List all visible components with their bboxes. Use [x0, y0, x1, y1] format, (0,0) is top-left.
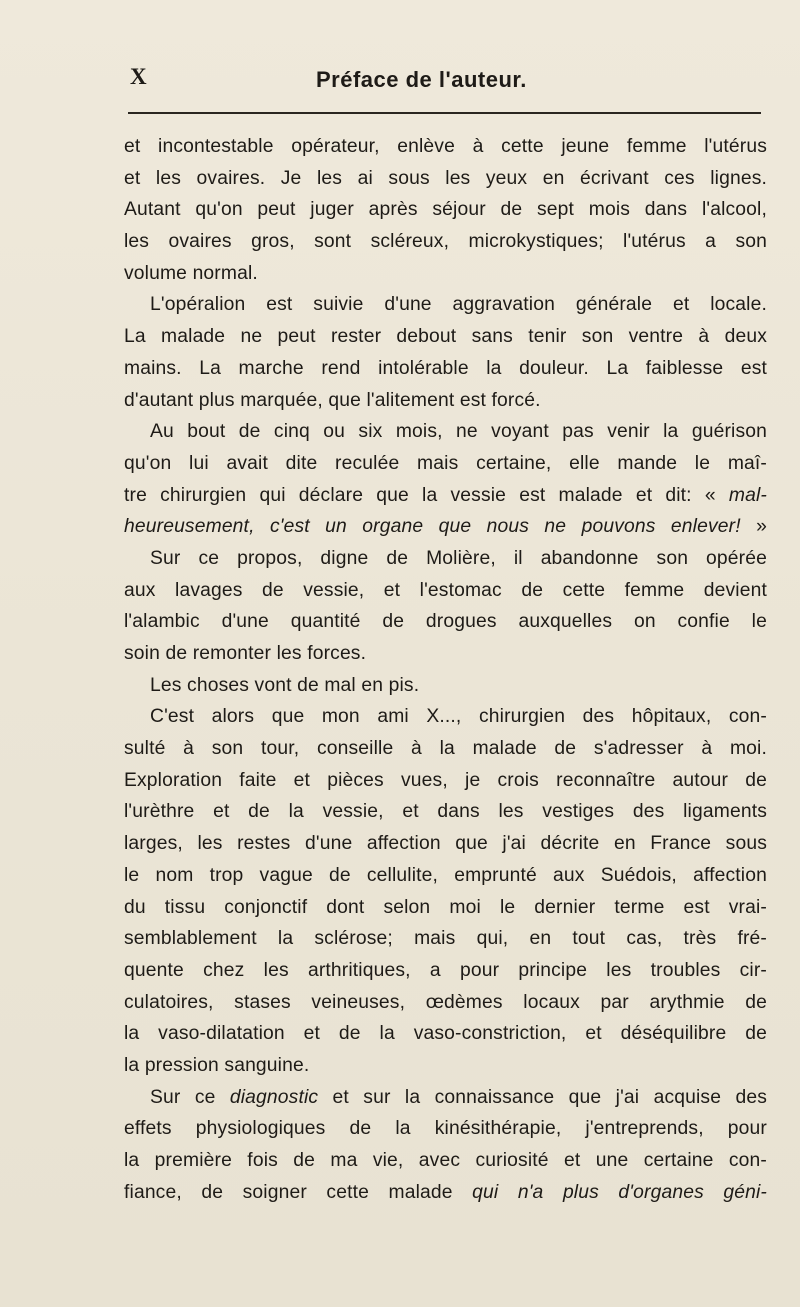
text-line: le nom trop vague de cellulite, emprunté aux Suédois, affection [124, 864, 767, 886]
italic-segment: mal- [728, 484, 767, 506]
text-line: les ovaires gros, sont scléreux, microkystiques; l'utérus a son [124, 231, 767, 253]
text-segment: tre chirurgien qui déclare que la vessie est malade et dit: « [124, 484, 729, 506]
text-line [124, 1177, 767, 1209]
text-segment: » [740, 516, 767, 538]
text-line: Au bout de cinq ou six mois, ne voyant pas venir la guérison [150, 421, 767, 443]
text-line: volume normal. [124, 262, 258, 284]
text-line: qu'on lui avait dite reculée mais certaine, elle mande le maî- [124, 452, 767, 474]
text-line: Exploration faite et pièces vues, je crois reconnaître autour de [124, 769, 767, 791]
italic-segment: heureusement, c'est un organe que nous ne pouvons enlever! [124, 516, 741, 538]
text-line: Autant qu'on peut juger après séjour de sept mois dans l'alcool, [124, 199, 767, 221]
text-line: mains. La marche rend intolérable la douleur. La faiblesse est [124, 357, 767, 379]
text-line: aux lavages de vessie, et l'estomac de cette femme devient [124, 579, 767, 601]
text-line: sulté à son tour, conseille à la malade de s'adresser à moi. [124, 738, 767, 760]
running-title: Préface de l'auteur. [316, 67, 527, 92]
text-line: soin de remonter les forces. [124, 643, 367, 664]
text-line: la première fois de ma vie, avec curiosité et une certaine con- [124, 1150, 767, 1171]
text-line: effets physiologiques de la kinésithérapie, j'entreprends, pour [124, 1118, 767, 1140]
text-line: larges, les restes d'une affection que j'ai décrite en France sous [124, 833, 767, 855]
text-line [124, 511, 767, 543]
text-line: la pression sanguine. [124, 1054, 310, 1076]
text-line: L'opéralion est suivie d'une aggravation générale et locale. [150, 294, 767, 316]
text-line: quente chez les arthritiques, a pour principe les troubles cir- [124, 959, 767, 981]
text-line: La malade ne peut rester debout sans tenir son ventre à deux [124, 326, 767, 348]
text-line: d'autant plus marquée, que l'alitement est forcé. [124, 389, 541, 411]
text-line [124, 1082, 767, 1114]
text-line: Les choses vont de mal en pis. [150, 674, 420, 696]
text-line: la vaso-dilatation et de la vaso-constriction, et déséquilibre de [124, 1023, 767, 1045]
text-line: du tissu conjonctif dont selon moi le dernier terme est vrai- [124, 896, 767, 918]
text-line: l'urèthre et de la vessie, et dans les vestiges des ligaments [124, 801, 767, 823]
italic-segment: diagnostic [229, 1086, 319, 1108]
page-number: X [130, 64, 148, 89]
text-line: culatoires, stases veineuses, œdèmes locaux par arythmie de [124, 991, 767, 1013]
text-line: et les ovaires. Je les ai sous les yeux en écrivant ces lignes. [124, 167, 767, 189]
text-line: et incontestable opérateur, enlève à cette jeune femme l'utérus [124, 136, 767, 157]
text-line: semblablement la sclérose; mais qui, en tout cas, très fré- [124, 928, 767, 950]
text-line: C'est alors que mon ami X..., chirurgien des hôpitaux, con- [150, 706, 767, 728]
italic-segment: qui n'a plus d'organes géni- [472, 1181, 767, 1203]
text-line: Sur ce propos, digne de Molière, il abandonne son opérée [150, 547, 767, 569]
header-rule [128, 112, 761, 114]
page-header [0, 64, 800, 104]
text-segment: et sur la connaissance que j'ai acquise des [318, 1086, 767, 1108]
text-line: l'alambic d'une quantité de drogues auxquelles on confie le [124, 611, 767, 633]
text-segment: Sur ce [150, 1086, 230, 1108]
body-text [124, 131, 767, 1208]
text-segment: fiance, de soigner cette malade [124, 1181, 473, 1203]
text-line [124, 480, 767, 512]
